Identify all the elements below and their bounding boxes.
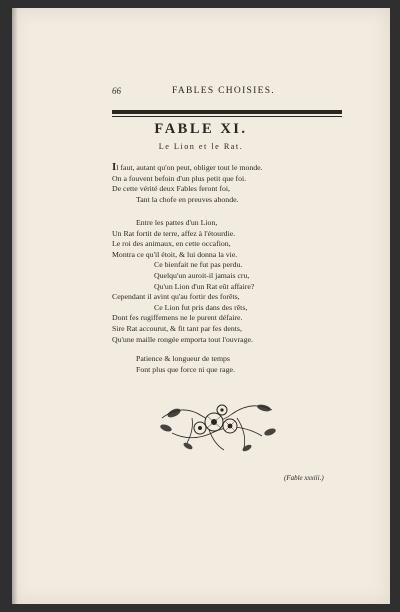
floral-vignette-icon: [152, 388, 282, 458]
fable-subtitle: Le Lion et le Rat.: [158, 142, 244, 151]
verse-line: Patience & longueur de temps: [136, 354, 230, 363]
verse-line: On a fouvent befoin d'un plus petit que foi.: [112, 173, 247, 183]
verse-line: De cette vérité deux Fables feront foi,: [112, 184, 230, 194]
stanza-3: [112, 354, 342, 375]
stanza-1: [112, 162, 342, 205]
verse-line: Un Rat fortit de terre, affez à l'étourdie.: [112, 228, 236, 238]
verse-line: Il faut, autant qu'on peut, obliger tout le monde.: [112, 161, 263, 173]
verse-line: Le roi des animaux, en cette occafion,: [112, 239, 231, 249]
verse-line: Ce Lion fut pris dans des rêts,: [154, 302, 248, 312]
running-head-title: FABLES CHOISIES.: [172, 86, 275, 96]
footnote: (Fable xxxiii.): [284, 474, 324, 482]
drop-cap: I: [112, 161, 117, 173]
verse-line: Ce bienfait ne fut pas perdu.: [154, 260, 243, 270]
verse-line: Qu'un Lion d'un Rat eût affaire?: [154, 281, 255, 291]
verse-line: Qu'une maille rongée emporta tout l'ouvrage.: [112, 334, 253, 344]
verse-line: Sire Rat accourut, & fit tant par fes dents,: [112, 323, 242, 333]
page-number: 66: [112, 86, 121, 96]
running-head: [112, 86, 342, 100]
verse-line: Cependant il avint qu'au fortir des forêts,: [112, 292, 240, 302]
title-rule-thick: [112, 110, 342, 114]
stanza-2: [112, 218, 342, 345]
verse-line: Tant la chofe en preuves abonde.: [136, 194, 239, 204]
verse-line: Montra ce qu'il étoit, & lui donna la vie.: [112, 249, 238, 259]
verse-line: Dont fes rugiffemens ne le purent défaire.: [112, 313, 243, 323]
title-rule-thin: [112, 116, 342, 117]
page-gutter-shadow: [12, 8, 18, 604]
verse-line: Font plus que force ni que rage.: [136, 364, 235, 374]
fable-title: FABLE XI.: [154, 121, 248, 137]
verse-line: Entre les pattes d'un Lion,: [136, 218, 218, 227]
verse-line: Quelqu'un auroit-il jamais cru,: [154, 270, 250, 280]
book-page: [12, 8, 390, 604]
